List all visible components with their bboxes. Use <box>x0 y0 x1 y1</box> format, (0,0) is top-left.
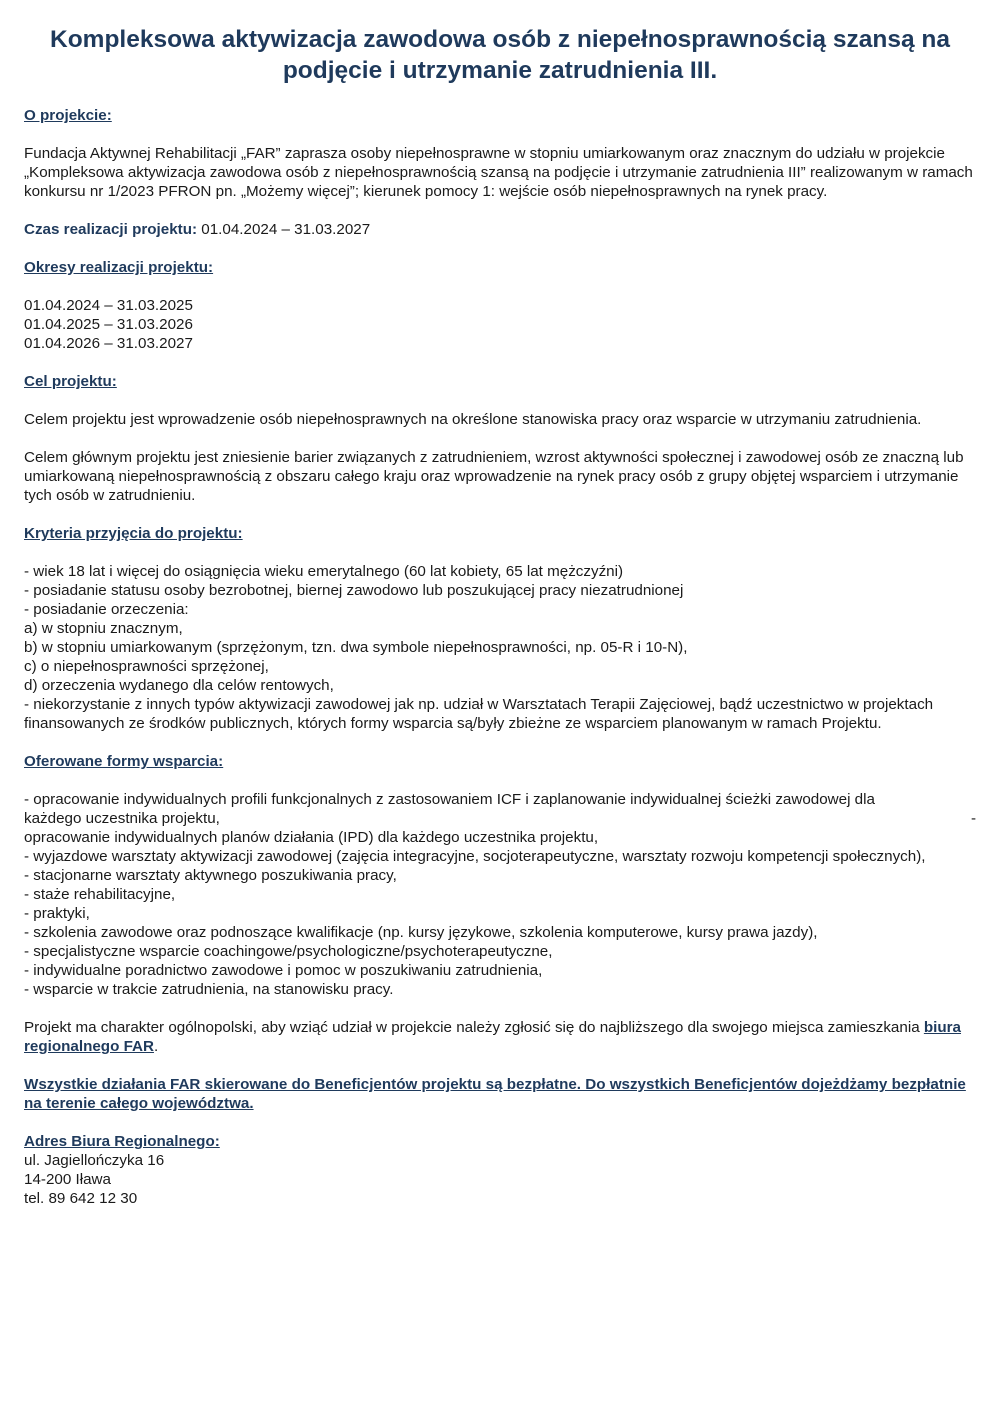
address-block <box>24 1132 976 1208</box>
duration-value: 01.04.2024 – 31.03.2027 <box>197 221 371 238</box>
duration-label: Czas realizacji projektu: <box>24 221 198 238</box>
criteria-item: - wiek 18 lat i więcej do osiągnięcia wieku emerytalnego (60 lat kobiety, 65 lat mężczyźni) <box>24 563 624 580</box>
support-item: każdego uczestnika projektu, <box>24 810 220 827</box>
criteria-item: c) o niepełnosprawności sprzężonej, <box>24 658 269 675</box>
period-item: 01.04.2025 – 31.03.2026 <box>24 316 193 333</box>
criteria-heading: Kryteria przyjęcia do projektu: <box>24 525 243 542</box>
criteria-item: d) orzeczenia wydanego dla celów rentowych, <box>24 677 334 694</box>
support-item: - indywidualne poradnictwo zawodowe i pomoc w poszukiwaniu zatrudnienia, <box>24 962 543 979</box>
period-item: 01.04.2024 – 31.03.2025 <box>24 297 193 314</box>
document-title: Kompleksowa aktywizacja zawodowa osób z niepełnosprawnością szansą na podjęcie i utrzymanie zatrudnienia III. <box>50 26 950 84</box>
criteria-list <box>24 562 976 733</box>
support-item: - wyjazdowe warsztaty aktywizacji zawodowej (zajęcia integracyjne, socjoterapeutyczne, warsztaty rozwoju kompetencji społecznych), <box>24 848 926 865</box>
outro-end: . <box>153 1038 159 1055</box>
free-of-charge-notice: Wszystkie działania FAR skierowane do Beneficjentów projektu są bezpłatne. Do wszystkich Beneficjentów dojeżdżamy bezpłatnie na terenie całego województwa. <box>24 1076 966 1112</box>
about-text: Fundacja Aktywnej Rehabilitacji „FAR” zaprasza osoby niepełnosprawne w stopniu umiarkowanym oraz znacznym do udziału w projekcie „Kompleksowa aktywizacja zawodowa osób z niepełnosprawnością szansą na podjęcie i utrzymanie zatrudnienia III” realizowanym w ramach konkursu nr 1/2023 PFRON pn. „Możemy więcej”; kierunek pomocy 1: wejście osób niepełnosprawnych na rynek pracy. <box>24 145 973 200</box>
regional-office-link[interactable]: biura regionalnego FAR <box>24 1019 962 1055</box>
support-item: opracowanie indywidualnych planów działania (IPD) dla każdego uczestnika projektu, <box>24 829 599 846</box>
criteria-item: a) w stopniu znacznym, <box>24 620 183 637</box>
support-item: - staże rehabilitacyjne, <box>24 886 176 903</box>
support-item: - specjalistyczne wsparcie coachingowe/psychologiczne/psychoterapeutyczne, <box>24 943 553 960</box>
address-street: ul. Jagiellończyka 16 <box>24 1152 165 1169</box>
support-item: - szkolenia zawodowe oraz podnoszące kwalifikacje (np. kursy językowe, szkolenia komputerowe, kursy prawa jazdy), <box>24 924 818 941</box>
about-heading: O projekcie: <box>24 107 112 124</box>
support-list <box>24 790 976 999</box>
outro-text <box>24 1018 976 1056</box>
criteria-item: - posiadanie orzeczenia: <box>24 601 189 618</box>
goal-heading: Cel projektu: <box>24 373 117 390</box>
support-item: - praktyki, <box>24 905 90 922</box>
address-heading: Adres Biura Regionalnego: <box>24 1133 220 1150</box>
support-item: - opracowanie indywidualnych profili funkcjonalnych z zastosowaniem ICF i zaplanowanie indywidualnej ścieżki zawodowej dla <box>24 791 875 808</box>
goal-text-2: Celem głównym projektu jest zniesienie barier związanych z zatrudnieniem, wzrost aktywności społecznej i zawodowej osób ze znaczną lub umiarkowaną niepełnosprawnością z obszaru całego kraju oraz wprowadzenie na rynek pracy osób z grupy objętej wsparciem i utrzymanie tych osób w zatrudnieniu. <box>24 449 964 504</box>
document-page <box>24 24 976 1208</box>
periods-list <box>24 296 976 353</box>
criteria-item: - posiadanie statusu osoby bezrobotnej, biernej zawodowo lub poszukującej pracy niezatrudnionej <box>24 582 684 599</box>
goal-text-1: Celem projektu jest wprowadzenie osób niepełnosprawnych na określone stanowiska pracy oraz wsparcie w utrzymaniu zatrudnienia. <box>24 411 922 428</box>
criteria-item: b) w stopniu umiarkowanym (sprzężonym, tzn. dwa symbole niepełnosprawności, np. 05-R i 10-N), <box>24 639 688 656</box>
periods-heading: Okresy realizacji projektu: <box>24 259 214 276</box>
duration-line <box>24 220 976 239</box>
support-item: - stacjonarne warsztaty aktywnego poszukiwania pracy, <box>24 867 397 884</box>
support-item-continuation <box>24 809 976 828</box>
outro-body: Projekt ma charakter ogólnopolski, aby wziąć udział w projekcie należy zgłosić się do najbliższego dla swojego miejsca zamieszkania <box>24 1019 924 1036</box>
period-item: 01.04.2026 – 31.03.2027 <box>24 335 193 352</box>
support-heading: Oferowane formy wsparcia: <box>24 753 224 770</box>
address-city: 14-200 Iława <box>24 1171 111 1188</box>
criteria-item: - niekorzystanie z innych typów aktywizacji zawodowej jak np. udział w Warsztatach Terapii Zajęciowej, bądź uczestnictwo w projektach finansowanych ze środków publicznych, których formy wsparcia są/były zbieżne ze wsparciem planowanym w ramach Projektu. <box>24 696 934 732</box>
support-item: - wsparcie w trakcie zatrudnienia, na stanowisku pracy. <box>24 981 394 998</box>
support-dash: - <box>970 810 976 827</box>
address-phone: tel. 89 642 12 30 <box>24 1190 138 1207</box>
